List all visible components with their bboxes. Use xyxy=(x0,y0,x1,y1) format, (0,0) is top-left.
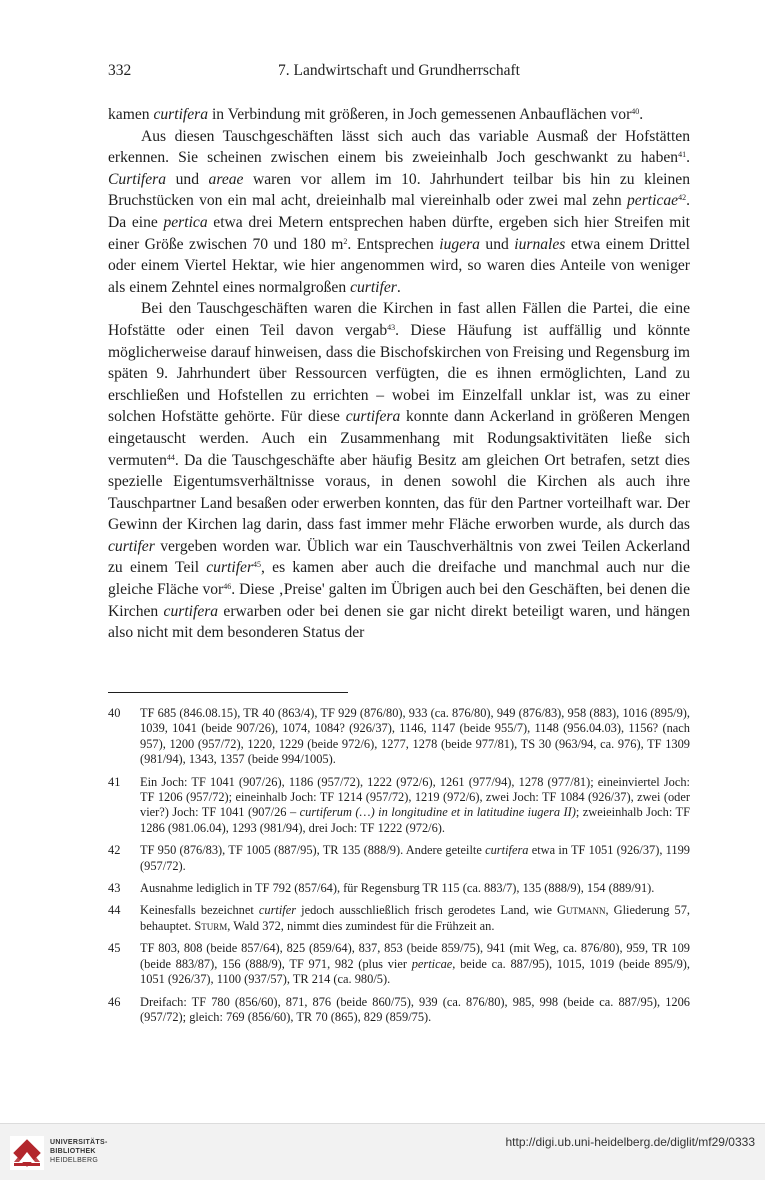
library-name: UNIVERSITÄTS- BIBLIOTHEK HEIDELBERG xyxy=(50,1139,108,1164)
paragraph xyxy=(108,104,690,126)
footnote-number: 46 xyxy=(108,994,121,1009)
footnote-ref: 45 xyxy=(253,560,262,570)
italic-term: curtiferum (…) in longitudine et in latitudine iugera II) xyxy=(299,805,576,820)
italic-term: iurnales xyxy=(514,235,566,253)
text-run: und xyxy=(479,235,515,253)
footnote-ref: 44 xyxy=(166,452,175,462)
paragraph xyxy=(108,298,690,644)
text-run: . Da die Tauschgeschäfte aber häufig Besitz am gleichen Ort betrafen, setzt dies spezielle Eigentumsverhältnisse voraus, in denen sowohl die Kirchen als auch ihre Tauschpartner Land besaßen oder erwerben konnten, das für den Partner vorteilhaft war. Der Gewinn der Kirchen lag darin, dass fast immer mehr Fläche erworben wurde, als durch das xyxy=(108,451,690,534)
text-run: waren vor allem im 10. Jahrhundert teilbar bis hin zu kleinen Bruchstücken von ein mal acht, dreieinhalb mal viereinhalb oder zwei mal zehn xyxy=(108,170,690,210)
text-run: TF 950 (876/83), TF 1005 (887/95), TR 135 (888/9). Andere geteilte xyxy=(140,843,486,858)
footnote-ref: 43 xyxy=(387,322,396,332)
text-run: Dreifach: TF 780 (856/60), 871, 876 (beide 860/75), 939 (ca. 876/80), 985, 998 (beide ca. 887/95), 1206 (957/72); gleich: 769 (856/60), TR 70 (865), 829 (859/75). xyxy=(140,994,690,1024)
footnote-number: 41 xyxy=(108,774,121,789)
text-run: . Da eine xyxy=(108,192,690,231)
text-run: Ausnahme lediglich in TF 792 (857/64), für Regensburg TR 115 (ca. 883/7), 135 (888/9), 154 (889/91). xyxy=(140,881,655,896)
footnote xyxy=(108,881,690,896)
footnote-text xyxy=(140,843,690,874)
footnote xyxy=(108,941,690,987)
running-title: 7. Landwirtschaft und Grundherrschaft xyxy=(278,62,520,79)
footnote-number: 40 xyxy=(108,706,121,720)
ub-heidelberg-logo-icon[interactable] xyxy=(10,1136,44,1170)
footnote-number: 45 xyxy=(108,941,121,956)
text-run: Keinesfalls bezeichnet xyxy=(140,903,259,918)
footnote xyxy=(108,775,690,837)
footnote xyxy=(108,843,690,874)
footnote-number: 43 xyxy=(108,881,121,896)
footnote-divider xyxy=(108,692,348,693)
paragraph xyxy=(108,126,690,299)
permalink-url[interactable]: http://digi.ub.uni-heidelberg.de/diglit/mf29/0333 xyxy=(505,1135,755,1149)
italic-term: perticae xyxy=(411,956,453,971)
page-number: 332 xyxy=(108,62,132,79)
text-run: erwarben oder bei denen sie gar nicht direkt beteiligt waren, und hängen also nicht mit dem besonderen Status der xyxy=(108,602,691,642)
text-run: jedoch ausschließlich frisch gerodetes Land, wie xyxy=(296,903,558,918)
text-run: . xyxy=(639,106,644,123)
footnote xyxy=(108,706,690,768)
text-run: , Gliederung 57, behauptet. xyxy=(140,903,690,933)
footnote-text xyxy=(140,706,690,768)
italic-term: pertica xyxy=(163,213,208,231)
text-run: . Diese Häufung ist auffällig und könnte möglicherweise darauf hinweisen, dass die Bischofskirchen von Freising und Regensburg im späten 9. Jahrhundert über Ressourcen verfügten, die es ihnen ermöglichten, Land zu erschließen und Hofstellen zu errichten – wobei im Einzelfall unklar ist, was zu einer solchen Hofstätte gehörte. Für diese xyxy=(108,321,690,426)
text-run: konnte dann Ackerland in größeren Mengen eingetauscht werden. Auch ein Zusammenhang mit Rodungsaktivitäten ließe sich vermuten xyxy=(108,408,690,469)
italic-term: curtifer xyxy=(350,278,397,296)
author-name: Gutmann xyxy=(557,903,606,918)
text-run: , es kamen aber auch die dreifache und manchmal auch nur die gleiche Fläche vor xyxy=(108,559,690,599)
italic-term: curtifer xyxy=(258,903,297,918)
footnote-text xyxy=(140,941,690,987)
text-run: . Entsprechen xyxy=(347,235,440,253)
text-run: , Wald 372, nimmt dies zumindest für die Frühzeit an. xyxy=(227,918,495,933)
italic-term: areae xyxy=(208,170,244,188)
text-run: etwa drei Metern entsprechen haben dürfte, ergeben sich hier Streifen mit einer Größe zwischen 70 und 180 m xyxy=(108,213,690,253)
text-run: . Diese ‚Preise' galten im Übrigen auch bei den Geschäften, bei denen die Kirchen xyxy=(108,581,691,620)
footnote-text xyxy=(140,995,690,1026)
footnote-text xyxy=(140,881,690,896)
footnote-ref: 40 xyxy=(631,107,640,116)
italic-term: Curtifera xyxy=(108,170,167,188)
footnote-text xyxy=(140,775,690,837)
text-run: in Verbindung mit größeren, in Joch gemessenen Anbauflächen vor xyxy=(208,106,632,123)
page-header xyxy=(108,62,690,84)
author-name: Sturm xyxy=(194,918,228,933)
footnote xyxy=(108,995,690,1026)
text-run: und xyxy=(166,170,209,188)
text-run: . xyxy=(686,149,690,167)
text-run: , beide ca. 887/95), 1015, 1019 (beide 895/9), 1051 (926/37), 1100 (937/57), TR 214 (ca. 980/5). xyxy=(140,956,690,987)
text-run: . xyxy=(396,278,401,296)
text-run: Bei den Tauschgeschäften waren die Kirchen in fast allen Fällen die Partei, die eine Hofstätte oder einen Teil davon vergab xyxy=(108,300,690,339)
footnotes xyxy=(108,706,690,1032)
footnote xyxy=(108,903,690,934)
footnote-ref: 42 xyxy=(678,193,687,203)
text-run: TF 685 (846.08.15), TR 40 (863/4), TF 929 (876/80), 933 (ca. 876/80), 949 (876/83), 958 (883), 1016 (895/9), 1039, 1041 (beide 907/26), 1074, 1084? (926/37), 1146, 1147 (beide 955/7), 1148 (956.04.03), 1156? (nach 957), 1200 (957/72), 1220, 1229 (beide 972/6), 1277, 1278 (beide 977/81), TS 30 (963/94, ca. 976), TF 1309 (981/94), 1343, 1357 (beide 994/1005). xyxy=(140,706,690,767)
text-run: kamen xyxy=(108,106,154,123)
text-run: Ein Joch: TF 1041 (907/26), 1186 (957/72), 1222 (972/6), 1261 (977/94), 1278 (977/81); eineinviertel Joch: TF 1206 (957/72); eineinhalb Joch: TF 1214 (957/72), 1219 (972/6), zwei Joch: TF 1084 (926/37), zwei (oder vier?) Joch: TF 1041 (907/26 – xyxy=(140,774,690,820)
footnote-ref: 2 xyxy=(343,236,348,246)
italic-term: curtifera xyxy=(485,843,529,858)
text-run: ; zweieinhalb Joch: TF 1286 (981.06.04), 1293 (981/94), drei Joch: TF 1222 (972/6). xyxy=(140,805,690,835)
text-run: etwa in TF 1051 (926/37), 1199 (957/72). xyxy=(140,843,690,873)
italic-term: curtifer xyxy=(108,537,155,555)
italic-term: curtifer xyxy=(206,559,254,577)
viewer-footer-bar xyxy=(0,1123,765,1180)
text-run: TF 803, 808 (beide 857/64), 825 (859/64), 837, 853 (beide 859/75), 941 (mit Weg, ca. 876/80), 959, TR 109 (beide 883/87), 156 (888/9), TF 971, 982 (plus vier xyxy=(140,941,690,971)
italic-term: curtifera xyxy=(153,106,209,123)
footnote-ref: 46 xyxy=(223,582,232,592)
italic-term: curtifera xyxy=(345,408,401,426)
italic-term: curtifera xyxy=(163,602,219,620)
body-text xyxy=(108,104,690,644)
text-run: Aus diesen Tauschgeschäften lässt sich auch das variable Ausmaß der Hofstätten erkennen. Sie scheinen zwischen einem bis zweieinhalb Joch geschwankt zu haben xyxy=(108,127,690,167)
text-run: vergeben worden war. Üblich war ein Tauschverhältnis von zwei Teilen Ackerland zu einem Teil xyxy=(108,537,690,577)
footnote-ref: 41 xyxy=(678,150,687,160)
italic-term: perticae xyxy=(627,192,679,210)
footnote-number: 44 xyxy=(108,903,121,918)
italic-term: iugera xyxy=(439,235,480,253)
footnote-number: 42 xyxy=(108,843,121,858)
text-run: etwa einem Drittel oder einem Viertel Hektar, wie hier angenommen wird, so waren dies Anteile von weniger als einem Zehntel eines normalgroßen xyxy=(108,235,690,296)
footnote-text xyxy=(140,903,690,934)
